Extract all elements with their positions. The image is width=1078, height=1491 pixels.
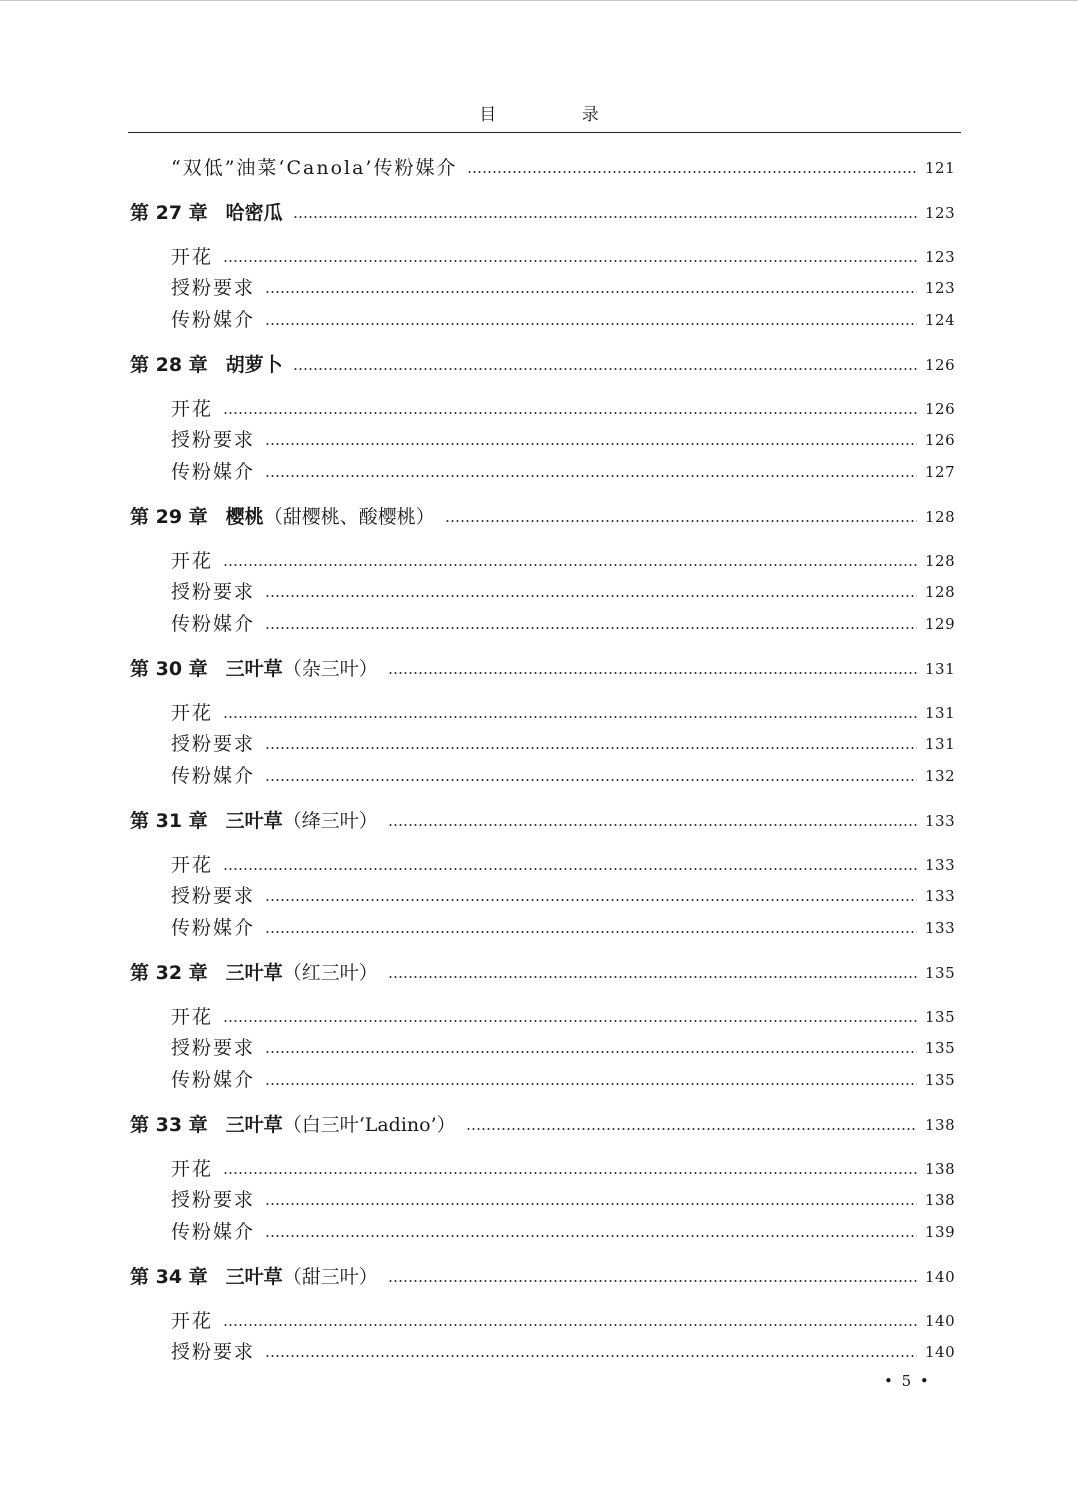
toc-page-number: 135 xyxy=(925,1039,956,1057)
toc-entry-label xyxy=(0,1065,265,1095)
toc-section-row xyxy=(0,698,1078,728)
toc-page-number: 140 xyxy=(925,1343,956,1361)
toc-entry-label xyxy=(0,698,223,728)
toc-page-number: 132 xyxy=(925,767,956,785)
toc-page-number: 140 xyxy=(925,1268,956,1286)
dot-leader xyxy=(265,1203,917,1205)
chapter-subtitle: （白三叶‘Ladino’） xyxy=(282,1114,456,1136)
toc-page-number: 135 xyxy=(925,1071,956,1089)
toc-section-row xyxy=(0,761,1078,791)
section-title: 开花 xyxy=(171,1006,214,1028)
toc-section-row xyxy=(0,394,1078,424)
dot-leader xyxy=(265,1355,917,1357)
chapter-title: 哈密瓜 xyxy=(225,202,283,224)
toc-page-number: 128 xyxy=(925,552,956,570)
chapter-number: 第 32 章 xyxy=(130,962,208,984)
toc-entry-label xyxy=(0,729,265,759)
toc-section-row xyxy=(0,305,1078,335)
toc-page-number: 133 xyxy=(925,812,956,830)
chapter-title: 三叶草 xyxy=(225,810,283,832)
chapter-number: 第 28 章 xyxy=(130,354,208,376)
toc-page-number: 138 xyxy=(925,1191,956,1209)
dot-leader xyxy=(223,1172,917,1174)
chapter-number: 第 34 章 xyxy=(130,1266,208,1288)
toc-section-row xyxy=(0,729,1078,759)
section-title: 授粉要求 xyxy=(171,581,256,603)
toc-entry-label xyxy=(0,198,293,228)
toc-entry-label xyxy=(0,1110,466,1140)
toc-entry-label xyxy=(0,1154,223,1184)
toc-entry-label xyxy=(0,850,223,880)
section-title: 传粉媒介 xyxy=(171,1069,256,1091)
chapter-subtitle: （绛三叶） xyxy=(282,810,378,832)
dot-leader xyxy=(293,368,917,370)
chapter-number: 第 30 章 xyxy=(130,658,208,680)
toc-page-number: 128 xyxy=(925,583,956,601)
dot-leader xyxy=(467,171,917,173)
chapter-number: 第 29 章 xyxy=(130,506,208,528)
toc-section-row xyxy=(0,457,1078,487)
toc-section-row xyxy=(0,242,1078,272)
dot-leader xyxy=(388,672,917,674)
section-title: 开花 xyxy=(171,1310,214,1332)
toc-page-number: 131 xyxy=(925,735,956,753)
toc-section-row xyxy=(0,273,1078,303)
dot-leader xyxy=(265,1051,917,1053)
toc-entry-label xyxy=(0,350,293,380)
toc-page-number: 131 xyxy=(925,704,956,722)
toc-chapter-row xyxy=(0,958,1078,988)
toc-page-number: 126 xyxy=(925,400,956,418)
toc-page-number: 139 xyxy=(925,1223,956,1241)
dot-leader xyxy=(223,260,917,262)
chapter-subtitle: （甜三叶） xyxy=(282,1266,378,1288)
toc-page-number: 133 xyxy=(925,887,956,905)
page-number: • 5 • xyxy=(884,1372,931,1390)
section-title: 授粉要求 xyxy=(171,1037,256,1059)
toc-entry-label xyxy=(0,1337,265,1367)
toc-entry-label xyxy=(0,577,265,607)
chapter-title: 樱桃 xyxy=(225,506,264,528)
dot-leader xyxy=(388,824,917,826)
toc-page-number: 138 xyxy=(925,1160,956,1178)
toc-section-row xyxy=(0,1154,1078,1184)
section-title: 授粉要求 xyxy=(171,733,256,755)
toc-section-row xyxy=(0,1306,1078,1336)
section-title: 开花 xyxy=(171,246,214,268)
toc-section-row xyxy=(0,881,1078,911)
toc-section-row xyxy=(0,1337,1078,1367)
toc-entry-label xyxy=(0,273,265,303)
section-title: 开花 xyxy=(171,702,214,724)
toc-page-number: 140 xyxy=(925,1312,956,1330)
section-title: 授粉要求 xyxy=(171,1341,256,1363)
toc-page-number: 135 xyxy=(925,1008,956,1026)
dot-leader xyxy=(265,475,917,477)
section-title: “双低”油菜‘Canola’传粉媒介 xyxy=(171,157,458,179)
toc-page-number: 128 xyxy=(925,508,956,526)
chapter-subtitle: （杂三叶） xyxy=(282,658,378,680)
toc-section-row xyxy=(0,609,1078,639)
toc-section-row xyxy=(0,913,1078,943)
toc-entry-label xyxy=(0,457,265,487)
dot-leader xyxy=(293,216,917,218)
toc-section-row xyxy=(0,425,1078,455)
toc-entry-label xyxy=(0,958,388,988)
toc-section-row xyxy=(0,1185,1078,1215)
toc-page-number: 135 xyxy=(925,964,956,982)
section-title: 开花 xyxy=(171,550,214,572)
toc-section-row xyxy=(0,577,1078,607)
running-header-title: 目 录 xyxy=(479,105,639,125)
toc-chapter-row xyxy=(0,350,1078,380)
toc-page-number: 133 xyxy=(925,919,956,937)
toc-page-number: 126 xyxy=(925,356,956,374)
section-title: 开花 xyxy=(171,1158,214,1180)
toc-page-number: 131 xyxy=(925,660,956,678)
dot-leader xyxy=(388,1280,917,1282)
toc-section-row xyxy=(0,1217,1078,1247)
toc-entry-label xyxy=(0,1262,388,1292)
toc-page-number: 121 xyxy=(925,159,956,177)
dot-leader xyxy=(265,595,917,597)
chapter-title: 三叶草 xyxy=(225,658,283,680)
chapter-subtitle: （红三叶） xyxy=(282,962,378,984)
dot-leader xyxy=(466,1128,917,1130)
chapter-title: 胡萝卜 xyxy=(225,354,283,376)
toc-entry-label xyxy=(0,654,388,684)
toc-entry-label xyxy=(0,394,223,424)
toc-chapter-row xyxy=(0,806,1078,836)
toc-chapter-row xyxy=(0,502,1078,532)
dot-leader xyxy=(265,899,917,901)
toc-entry-label xyxy=(0,546,223,576)
toc-page-number: 133 xyxy=(925,856,956,874)
toc-entry-label xyxy=(0,1033,265,1063)
dot-leader xyxy=(223,412,917,414)
toc-page-number: 127 xyxy=(925,463,956,481)
dot-leader xyxy=(223,1324,917,1326)
toc-page-number: 138 xyxy=(925,1116,956,1134)
toc-section-row xyxy=(0,1065,1078,1095)
toc-entry-label xyxy=(0,1002,223,1032)
toc-section-row xyxy=(0,1002,1078,1032)
toc-entry-label xyxy=(0,1185,265,1215)
toc-chapter-row xyxy=(0,1110,1078,1140)
toc-page-number: 123 xyxy=(925,279,956,297)
section-title: 授粉要求 xyxy=(171,429,256,451)
toc-section-row xyxy=(0,546,1078,576)
dot-leader xyxy=(223,1020,917,1022)
dot-leader xyxy=(265,443,917,445)
dot-leader xyxy=(445,520,917,522)
dot-leader xyxy=(223,868,917,870)
toc-page-number: 126 xyxy=(925,431,956,449)
toc-entry-label xyxy=(0,153,467,183)
section-title: 授粉要求 xyxy=(171,1189,256,1211)
dot-leader xyxy=(265,747,917,749)
dot-leader xyxy=(265,291,917,293)
toc-entry-label xyxy=(0,425,265,455)
chapter-title: 三叶草 xyxy=(225,962,283,984)
dot-leader xyxy=(223,716,917,718)
toc-chapter-row xyxy=(0,654,1078,684)
dot-leader xyxy=(265,323,917,325)
chapter-number: 第 27 章 xyxy=(130,202,208,224)
section-title: 传粉媒介 xyxy=(171,917,256,939)
section-title: 传粉媒介 xyxy=(171,1221,256,1243)
toc-entry-label xyxy=(0,305,265,335)
dot-leader xyxy=(265,931,917,933)
toc-entry-label xyxy=(0,881,265,911)
dot-leader xyxy=(265,627,917,629)
section-title: 传粉媒介 xyxy=(171,461,256,483)
dot-leader xyxy=(265,779,917,781)
section-title: 授粉要求 xyxy=(171,885,256,907)
section-title: 传粉媒介 xyxy=(171,613,256,635)
toc-section-row xyxy=(0,153,1078,183)
toc-chapter-row xyxy=(0,198,1078,228)
toc-entry-label xyxy=(0,806,388,836)
toc-section-row xyxy=(0,1033,1078,1063)
dot-leader xyxy=(265,1083,917,1085)
toc-page-number: 123 xyxy=(925,248,956,266)
dot-leader xyxy=(388,976,917,978)
chapter-title: 三叶草 xyxy=(225,1114,283,1136)
toc-entry-label xyxy=(0,609,265,639)
section-title: 开花 xyxy=(171,854,214,876)
chapter-number: 第 33 章 xyxy=(130,1114,208,1136)
chapter-subtitle: （甜樱桃、酸樱桃） xyxy=(263,506,435,528)
toc-entry-label xyxy=(0,242,223,272)
toc-chapter-row xyxy=(0,1262,1078,1292)
chapter-title: 三叶草 xyxy=(225,1266,283,1288)
toc-page-number: 123 xyxy=(925,204,956,222)
section-title: 授粉要求 xyxy=(171,277,256,299)
toc-entry-label xyxy=(0,1217,265,1247)
toc-page-number: 124 xyxy=(925,311,956,329)
toc-entry-label xyxy=(0,1306,223,1336)
toc-entry-label xyxy=(0,913,265,943)
toc-section-row xyxy=(0,850,1078,880)
dot-leader xyxy=(265,1235,917,1237)
section-title: 传粉媒介 xyxy=(171,765,256,787)
dot-leader xyxy=(223,564,917,566)
section-title: 传粉媒介 xyxy=(171,309,256,331)
toc-page-number: 129 xyxy=(925,615,956,633)
section-title: 开花 xyxy=(171,398,214,420)
toc-entry-label xyxy=(0,761,265,791)
toc-entry-label xyxy=(0,502,445,532)
chapter-number: 第 31 章 xyxy=(130,810,208,832)
